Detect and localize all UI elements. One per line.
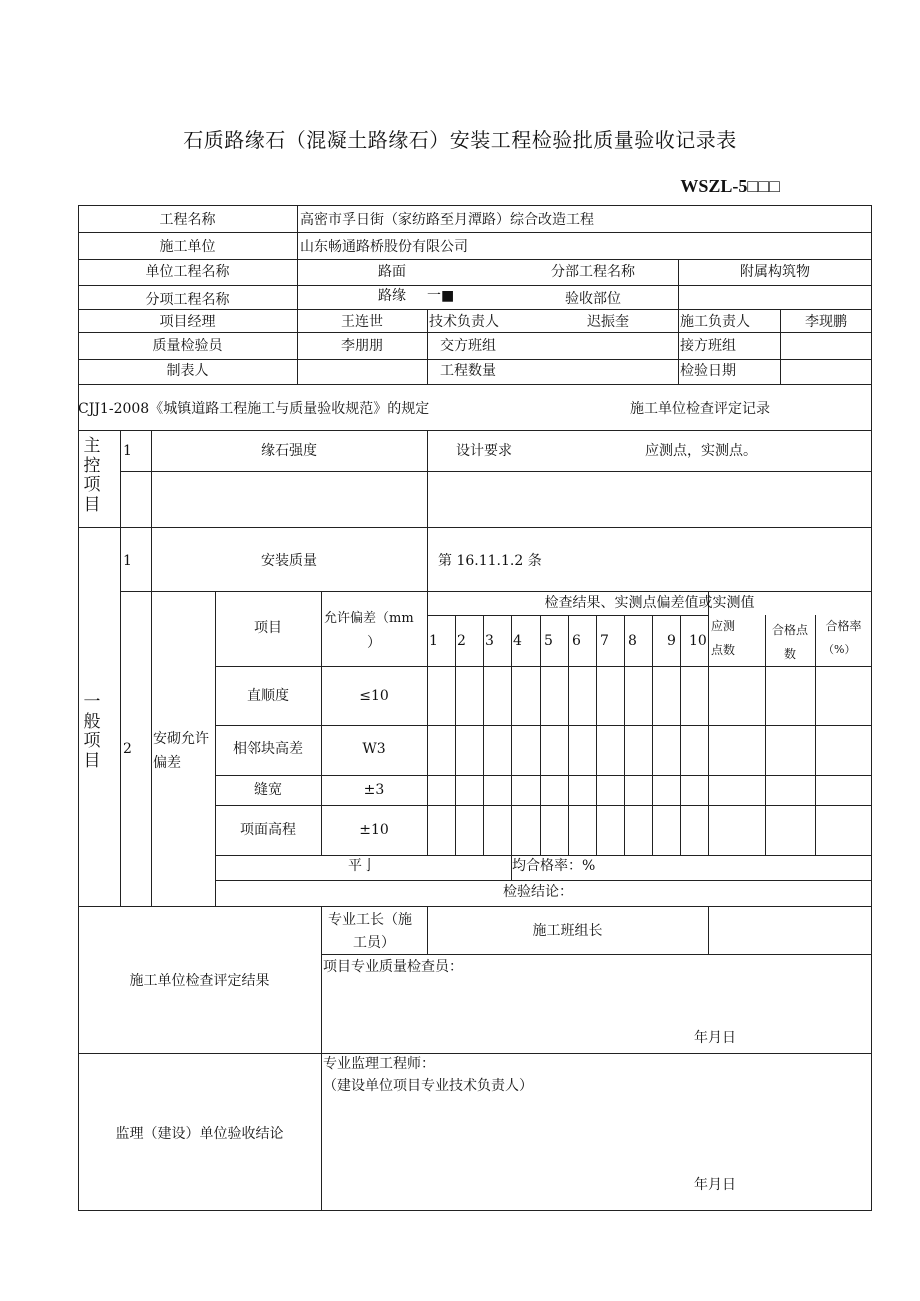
col-points-line2: 点数: [711, 643, 736, 657]
pm-label: 项目经理: [159, 314, 216, 330]
rule-p7: [624, 615, 625, 855]
main-row1-item: 缘石强度: [261, 443, 317, 459]
point-no-9: 9: [667, 633, 676, 649]
supervisor-date: 年月日: [694, 1177, 736, 1193]
subitem-label: 分项工程名称: [145, 292, 230, 308]
contractor-value: 山东畅通路桥股份有限公司: [300, 239, 468, 255]
row-item-1: 直顺度: [247, 688, 289, 704]
rule-main1: [120, 471, 872, 472]
division-value: 附属构筑物: [740, 264, 810, 280]
gen-row2-group-line2: 偏差: [153, 755, 181, 771]
rule-r2: [215, 775, 872, 776]
supervisor-eval-label: 监理（建设）单位验收结论: [115, 1126, 284, 1142]
rule-p4: [540, 615, 541, 855]
main-row1-no: 1: [123, 443, 132, 459]
col-points-line1: 应测: [711, 619, 736, 633]
rule-row6: [78, 359, 872, 360]
rule-res: [427, 591, 428, 855]
general-section-text: 一 般 项 目: [83, 692, 101, 771]
subitem-value: 路缘: [378, 288, 406, 304]
point-no-8: 8: [628, 633, 637, 649]
rule-pass: [815, 615, 816, 855]
gen-row2-no: 2: [123, 741, 132, 757]
main-row1-req: 设计要求: [456, 443, 512, 459]
inspection-form-table: [78, 205, 872, 1211]
rule-main-end: [78, 527, 872, 528]
rule-bottom: [78, 1210, 872, 1211]
pm-value: 王连世: [341, 314, 383, 330]
rule-row2: [78, 259, 872, 260]
inspect-date-label: 检验日期: [680, 363, 736, 379]
rule-gen1-ref: [427, 527, 428, 591]
contractor-eval-label: 施工单位检查评定结果: [129, 973, 270, 989]
col-rate-line2: （%）: [823, 643, 856, 656]
gen-row2-group-line1: 安砌允许: [153, 731, 209, 747]
rule-r1: [215, 725, 872, 726]
rule-main-req: [427, 430, 428, 527]
conclusion: 检验结论：: [503, 884, 573, 900]
row-tol-1: ≤10: [359, 688, 389, 704]
form-title: 石质路缘石（混凝土路缘石）安装工程检验批质量验收记录表: [183, 128, 737, 152]
rule-row7: [78, 384, 872, 385]
site-lead-value: 李现鹏: [805, 314, 847, 330]
qc-value: 李朋朋: [341, 338, 383, 354]
record-header: 施工单位检查评定记录: [630, 401, 770, 417]
qc-label: 质量检验员: [152, 338, 223, 354]
team-leader-label: 施工班组长: [532, 923, 603, 939]
rule-header-end: [215, 666, 872, 667]
tech-lead-label: 技术负责人: [429, 314, 499, 330]
rule-foreman: [321, 954, 872, 955]
rule-p6: [596, 615, 597, 855]
rule-sec: [120, 430, 121, 906]
rule-row5: [78, 332, 872, 333]
point-no-4: 4: [513, 633, 522, 649]
rule-avg: [215, 880, 872, 881]
col-item-header: 项目: [254, 620, 282, 636]
point-no-7: 7: [600, 633, 609, 649]
avg-left: 平亅: [348, 858, 376, 874]
acceptance-part-label: 验收部位: [565, 291, 621, 307]
supervisor-engineer-alt: （建设单位项目专业技术负责人）: [323, 1078, 533, 1094]
rule-item: [151, 430, 152, 906]
rule-row3: [78, 285, 872, 286]
rule-row1: [78, 232, 872, 233]
tech-lead-value: 迟振奎: [587, 314, 629, 330]
point-no-10: 10: [689, 633, 707, 649]
receiver-label: 接方班组: [680, 338, 736, 354]
supervisor-engineer-label: 专业监理工程师：: [323, 1056, 435, 1072]
rule-eval-team: [708, 906, 709, 954]
division-label: 分部工程名称: [551, 264, 635, 280]
point-no-5: 5: [544, 633, 553, 649]
point-no-6: 6: [572, 633, 581, 649]
rule-right: [871, 205, 872, 1211]
rule-top: [78, 205, 872, 206]
rule-spec: [78, 430, 872, 431]
rule-p9: [680, 615, 681, 855]
point-no-3: 3: [485, 633, 494, 649]
rule-p1: [455, 615, 456, 855]
col-tolerance-line2: ）: [367, 635, 381, 651]
rule-general-end: [78, 906, 872, 907]
main-control-section-label: [81, 437, 103, 515]
contractor-date: 年月日: [694, 1030, 736, 1046]
row-tol-2: W3: [362, 741, 386, 757]
rule-row4: [78, 309, 872, 310]
point-no-2: 2: [457, 633, 466, 649]
row-item-4: 项面高程: [240, 822, 296, 838]
rule-r4: [215, 855, 872, 856]
rule-p3: [511, 615, 512, 855]
rule-p5: [568, 615, 569, 855]
foreman-line2: 工员）: [353, 935, 395, 951]
gen-row1-ref: 第 16.11.1.2 条: [438, 553, 542, 569]
main-row1-points: 应测点，实测点。: [645, 443, 757, 459]
row-item-2: 相邻块高差: [233, 741, 303, 757]
quantity-label: 工程数量: [440, 363, 496, 379]
spec-standard: CJJ1-2008《城镇道路工程施工与质量验收规范》的规定: [78, 401, 430, 417]
row-tol-4: ±10: [359, 822, 389, 838]
rule-contractor-end: [78, 1053, 872, 1054]
rule-left: [78, 205, 79, 1211]
subitem-mark: 一■: [427, 288, 455, 304]
col-pass-line2: 数: [783, 647, 796, 661]
rule-p10: [708, 591, 709, 855]
rule-p8: [652, 615, 653, 855]
project-name-value: 高密市孚日街（家纺路至月潭路）综合改造工程: [300, 212, 594, 228]
preparer-label: 制表人: [166, 363, 209, 379]
quality-inspector-label: 项目专业质量检查员：: [323, 959, 463, 975]
col-pass-line1: 合格点: [771, 623, 808, 637]
results-header: 检查结果、实测点偏差值或实测值: [544, 595, 755, 611]
col-tolerance-line1: 允许偏差（mm: [324, 611, 414, 626]
site-lead-label: 施工负责人: [680, 314, 750, 330]
gen-row1-item: 安装质量: [261, 553, 317, 569]
col-rate-line1: 合格率: [825, 619, 862, 633]
unit-project-value: 路面: [378, 264, 406, 280]
rule-tol: [321, 591, 322, 855]
rule-hdr-mid: [427, 309, 428, 384]
rule-gen1: [120, 591, 872, 592]
foreman-line1: 专业工长（施: [328, 912, 412, 928]
gen-row1-no: 1: [123, 553, 132, 569]
unit-project-label: 单位工程名称: [145, 264, 230, 280]
row-item-3: 缝宽: [254, 782, 282, 798]
form-code: WSZL-5□□□: [680, 176, 780, 196]
general-section-label: [81, 693, 103, 771]
rule-p2: [483, 615, 484, 855]
project-name-label: 工程名称: [159, 212, 216, 228]
row-tol-3: ±3: [363, 782, 385, 798]
point-no-1: 1: [429, 633, 438, 649]
rule-r3: [215, 805, 872, 806]
avg-right: 均合格率：%: [512, 858, 596, 874]
handover-label: 交方班组: [440, 338, 496, 354]
contractor-label: 施工单位: [159, 239, 216, 255]
main-control-section-text: 主 控 项 目: [83, 436, 101, 515]
